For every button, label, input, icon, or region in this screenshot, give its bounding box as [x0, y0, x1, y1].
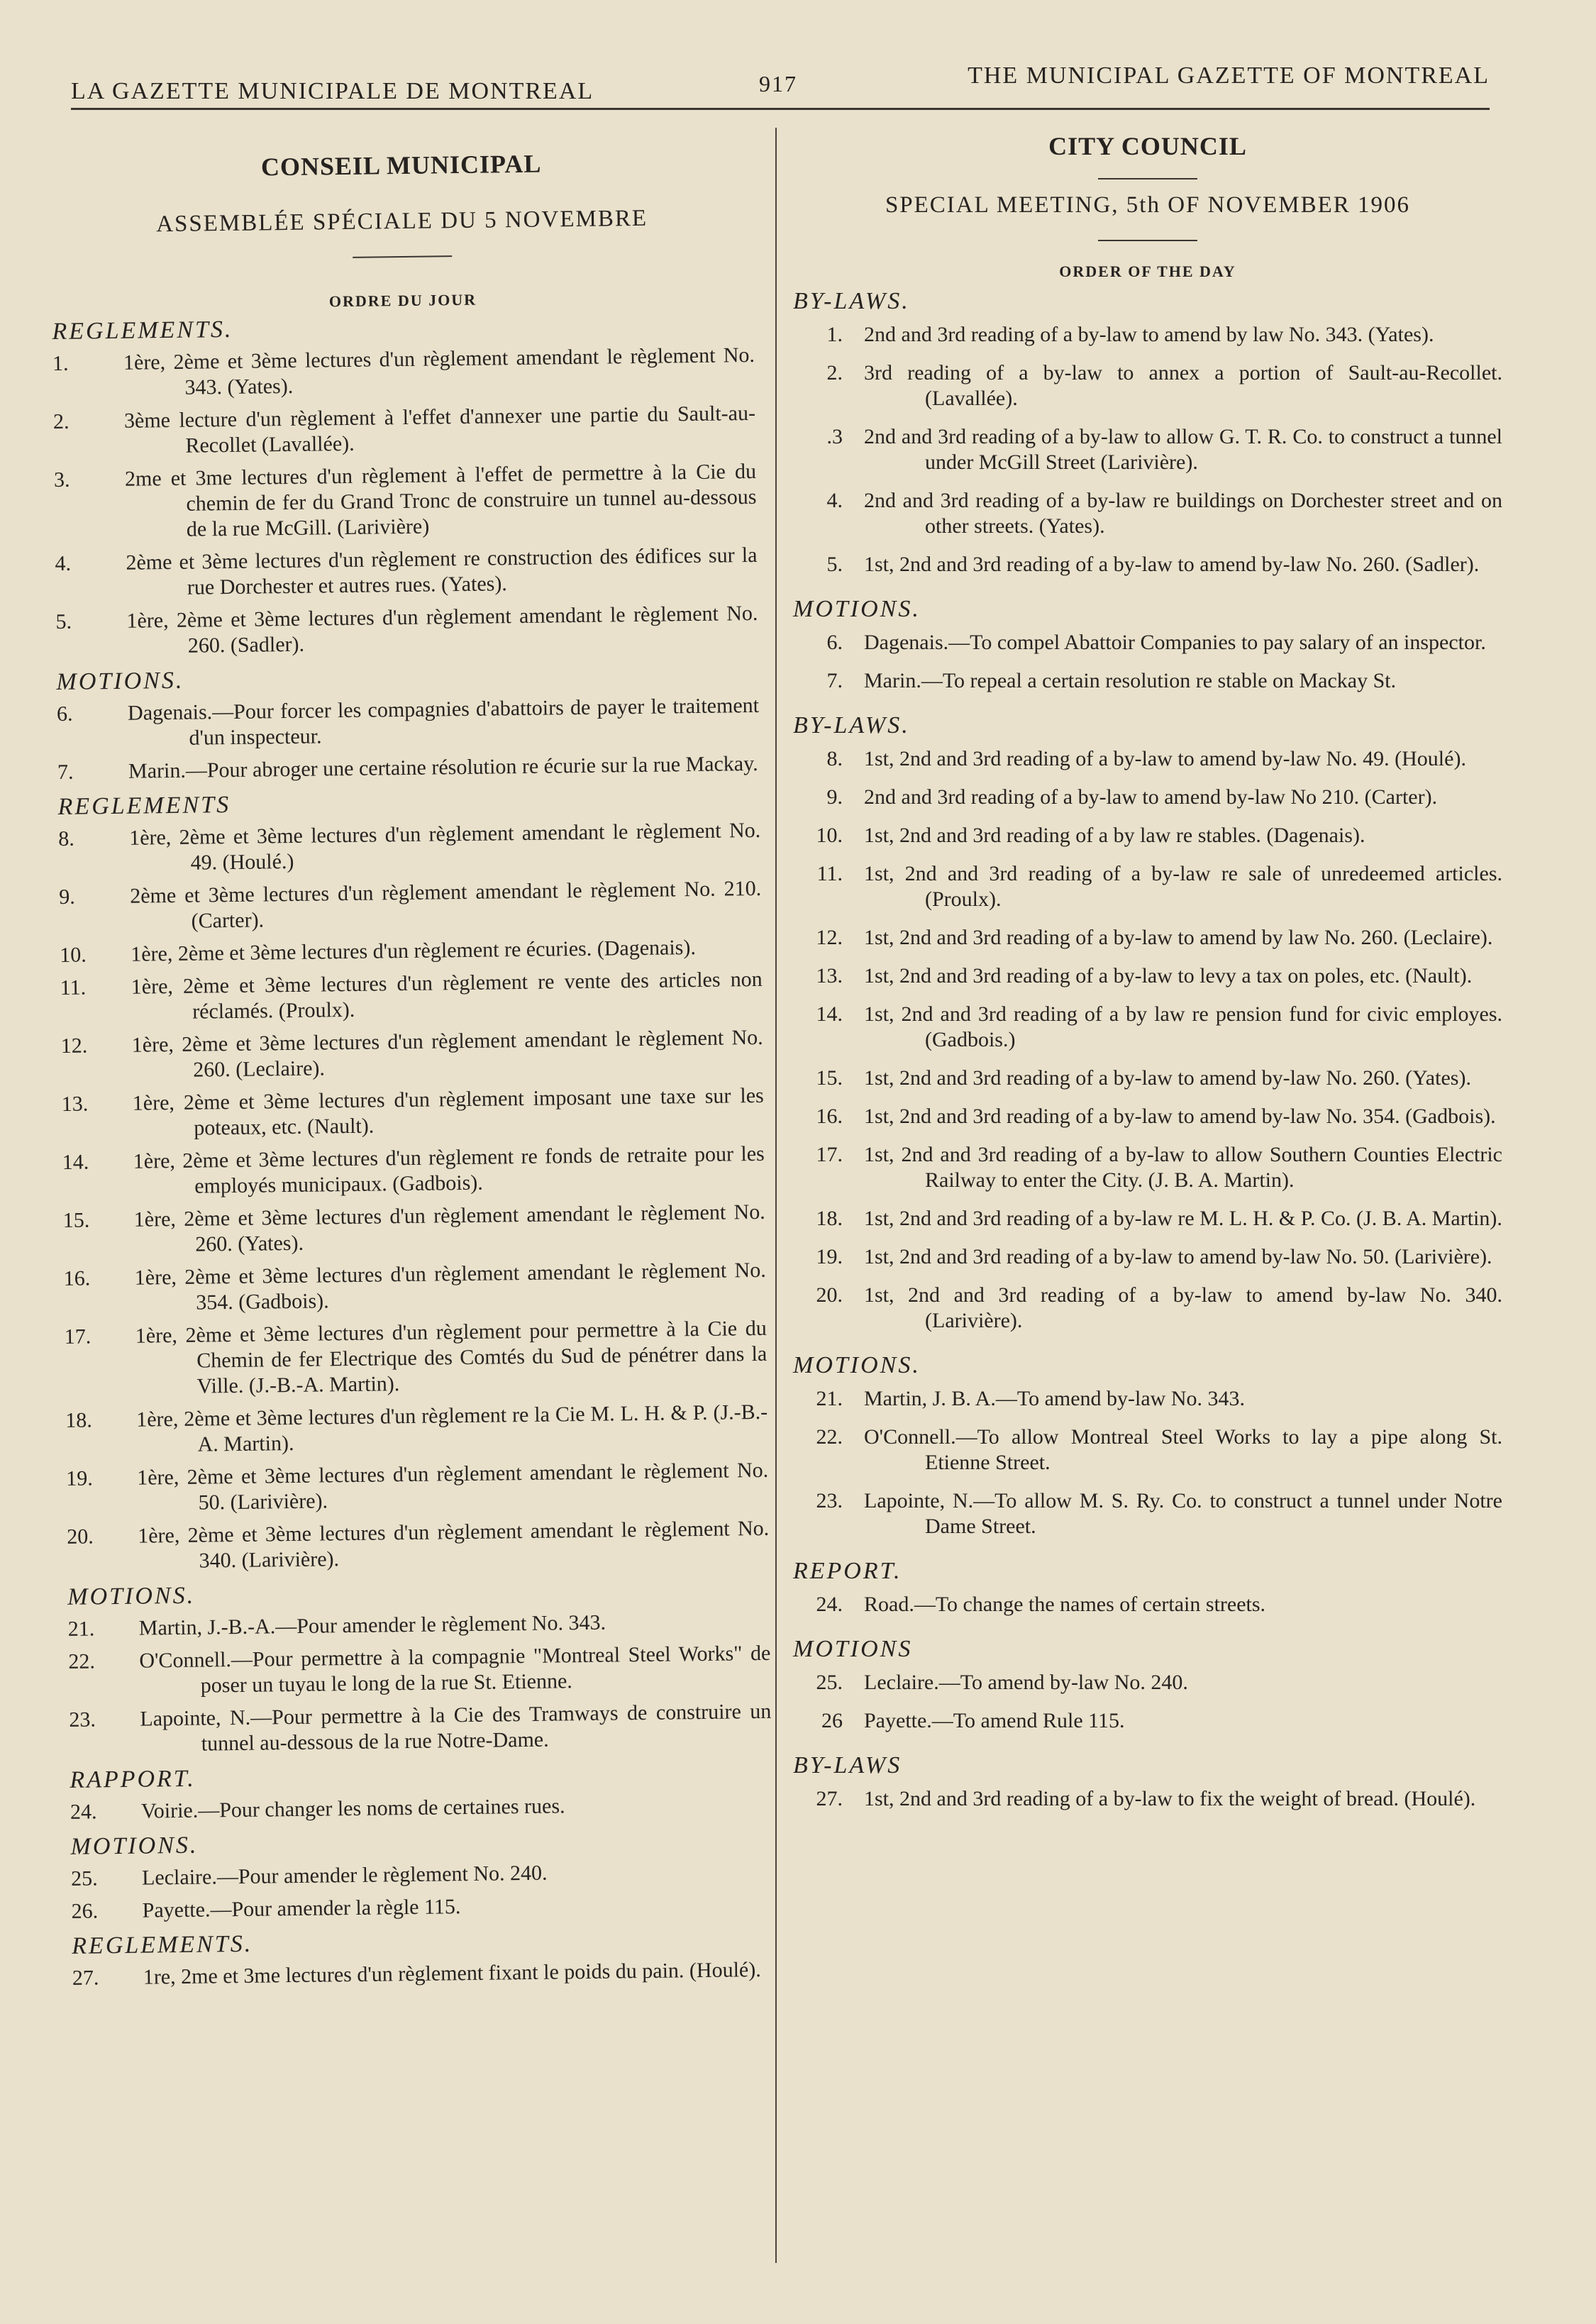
- agenda-list: [72, 1957, 775, 1991]
- item-number: 19.: [816, 1245, 843, 1268]
- agenda-item: [793, 322, 1502, 348]
- section-heading: MOTIONS.: [56, 667, 184, 695]
- agenda-list: [793, 1592, 1502, 1617]
- agenda-item: [793, 360, 1502, 411]
- item-text: 2nd and 3rd reading of a by-law to amend by law No. 343. (Yates).: [864, 323, 1434, 346]
- agenda-item: [57, 693, 760, 753]
- section-heading: REPORT.: [793, 1558, 902, 1584]
- column-divider: [775, 128, 777, 2263]
- item-text: 1ère, 2ème et 3ème lectures d'un règlement re vente des articles non réclamés. (Proulx).: [131, 967, 763, 1024]
- item-text: 2me et 3me lectures d'un règlement à l'effet de permettre à la Cie du chemin de fer du Grand Tronc de construire un tunnel au-dessous de la rue McGill. (Larivière): [124, 459, 757, 541]
- agenda-item: [793, 1142, 1502, 1193]
- item-number: 16.: [816, 1105, 843, 1128]
- item-number: 2.: [826, 361, 843, 384]
- agenda-item: [793, 861, 1502, 912]
- item-text: Dagenais.—To compel Abattoir Companies to pay salary of an inspector.: [864, 631, 1486, 654]
- item-text: Payette.—To amend Rule 115.: [864, 1709, 1125, 1732]
- english-title-rule-1: [1098, 178, 1197, 179]
- item-number: 4.: [55, 551, 72, 576]
- item-text: 1st, 2nd and 3rd reading of a by law re pension fund for civic employes. (Gadbois.): [864, 1002, 1502, 1051]
- item-number: 23.: [816, 1489, 843, 1512]
- item-number: 16.: [63, 1266, 91, 1290]
- french-sections: [52, 310, 775, 1991]
- agenda-list: [793, 630, 1502, 694]
- item-number: 11.: [60, 975, 87, 1000]
- item-text: Payette.—Pour amender la règle 115.: [142, 1895, 461, 1922]
- header-left-title: LA GAZETTE MUNICIPALE DE MONTREAL: [71, 78, 594, 104]
- item-text: 1ère, 2ème et 3ème lectures d'un règlement amendant le règlement No. 260. (Leclaire).: [131, 1025, 763, 1082]
- item-text: 2ème et 3ème lectures d'un règlement re construction des édifices sur la rue Dorchester et autres rues. (Yates).: [126, 543, 758, 599]
- item-text: 2ème et 3ème lectures d'un règlement amendant le règlement No. 210. (Carter).: [130, 876, 762, 933]
- section-heading: RAPPORT.: [70, 1765, 196, 1793]
- item-text: 3ème lecture d'un règlement à l'effet d'annexer une partie du Sault-au-Recollet (Lavallée).: [123, 401, 756, 458]
- item-text: 1st, 2nd and 3rd reading of a by-law re sale of unredeemed articles. (Proulx).: [864, 862, 1502, 911]
- section-heading: MOTIONS.: [67, 1582, 196, 1610]
- item-number: 9.: [59, 885, 75, 909]
- item-number: 9.: [826, 785, 843, 809]
- agenda-item: [793, 925, 1502, 951]
- item-number: 17.: [64, 1324, 92, 1349]
- item-text: Dagenais.—Pour forcer les compagnies d'abattoirs de payer le traitement d'un inspecteur.: [127, 693, 760, 750]
- agenda-item: [58, 818, 761, 878]
- agenda-item: [793, 963, 1502, 989]
- item-number: 5.: [826, 553, 843, 576]
- item-number: 17.: [816, 1143, 843, 1166]
- item-text: 1st, 2nd and 3rd reading of a by-law re M. L. H. & P. Co. (J. B. A. Martin).: [864, 1207, 1502, 1230]
- item-text: 1ère, 2ème et 3ème lectures d'un règlement pour permettre à la Cie du Chemin de fer Electrique des Comtés du Sud de pénétrer dans la Ville. (J.-B.-A. Martin).: [135, 1316, 767, 1398]
- item-number: 22.: [68, 1649, 96, 1673]
- agenda-list: [71, 1858, 774, 1925]
- item-text: Martin, J. B. A.—To amend by-law No. 343.: [864, 1387, 1246, 1410]
- item-text: 1re, 2me et 3me lectures d'un règlement fixant le poids du pain. (Houlé).: [143, 1957, 761, 1989]
- agenda-item: [66, 1458, 769, 1517]
- item-number: 21.: [816, 1387, 843, 1410]
- item-text: O'Connell.—To allow Montreal Steel Works to lay a pipe along St. Etienne Street.: [864, 1425, 1502, 1474]
- item-number: 14.: [816, 1002, 843, 1026]
- agenda-item: [68, 1608, 770, 1642]
- item-number: 22.: [816, 1425, 843, 1449]
- agenda-list: [58, 818, 770, 1576]
- item-number: 8.: [58, 826, 74, 851]
- english-title: CITY COUNCIL: [1048, 132, 1247, 160]
- item-number: 11.: [816, 862, 843, 885]
- agenda-item: [793, 785, 1502, 810]
- item-text: 2nd and 3rd reading of a by-law to allow G. T. R. Co. to construct a tunnel under McGill Street (Larivière).: [864, 425, 1502, 474]
- item-text: 1st, 2nd and 3rd reading of a by-law to amend by law No. 260. (Leclaire).: [864, 926, 1493, 949]
- item-text: 1st, 2nd and 3rd reading of a by-law to fix the weight of bread. (Houlé).: [864, 1787, 1476, 1810]
- agenda-item: [793, 1670, 1502, 1695]
- item-number: 19.: [66, 1466, 93, 1490]
- item-number: 10.: [60, 943, 87, 967]
- item-number: 13.: [61, 1092, 89, 1116]
- agenda-item: [59, 876, 762, 936]
- agenda-item: [62, 1141, 765, 1201]
- english-title-rule-2: [1098, 240, 1197, 241]
- item-text: 1st, 2nd and 3rd reading of a by-law to amend by-law No. 50. (Larivière).: [864, 1245, 1492, 1268]
- agenda-item: [793, 488, 1502, 539]
- agenda-list: [793, 1670, 1502, 1734]
- item-number: 7.: [57, 760, 74, 784]
- french-subtitle: ASSEMBLÉE SPÉCIALE DU 5 NOVEMBRE: [155, 205, 648, 238]
- agenda-item: [61, 1025, 764, 1085]
- item-text: Lapointe, N.—Pour permettre à la Cie des Tramways de construire un tunnel au-dessous de la rue Notre-Dame.: [140, 1699, 772, 1756]
- item-text: Marin.—Pour abroger une certaine résolution re écurie sur la rue Mackay.: [128, 751, 758, 783]
- item-number: 24.: [70, 1800, 97, 1824]
- agenda-item: [53, 401, 756, 460]
- item-number: 23.: [69, 1708, 96, 1732]
- agenda-list: [793, 1386, 1502, 1539]
- section-heading: REGLEMENTS.: [52, 316, 233, 345]
- agenda-item: [793, 1283, 1502, 1334]
- agenda-item: [52, 343, 755, 402]
- section-heading: MOTIONS: [793, 1636, 913, 1662]
- item-number: 6.: [56, 702, 73, 726]
- item-text: Martin, J.-B.-A.—Pour amender le règlement No. 343.: [138, 1610, 606, 1640]
- agenda-item: [793, 1708, 1502, 1734]
- agenda-list: [793, 1786, 1502, 1812]
- item-number: .3: [826, 425, 843, 448]
- item-text: 1ère, 2ème et 3ème lectures d'un règlement amendant le règlement No. 50. (Larivière).: [137, 1458, 769, 1515]
- item-text: 1ère, 2ème et 3ème lectures d'un règlement amendant le règlement No. 49. (Houlé.): [129, 818, 761, 875]
- item-number: 26: [821, 1709, 843, 1732]
- item-text: Lapointe, N.—To allow M. S. Ry. Co. to construct a tunnel under Notre Dame Street.: [864, 1489, 1502, 1538]
- section-heading: BY-LAWS.: [793, 712, 910, 738]
- section-heading: REGLEMENTS: [57, 792, 231, 820]
- item-text: Leclaire.—To amend by-law No. 240.: [864, 1671, 1188, 1694]
- item-text: O'Connell.—Pour permettre à la compagnie "Montreal Steel Works" de poser un tuyau le long de la rue St. Etienne.: [139, 1641, 771, 1698]
- item-number: 18.: [65, 1408, 92, 1432]
- item-number: 15.: [62, 1208, 90, 1232]
- item-text: 2nd and 3rd reading of a by-law to amend by-law No 210. (Carter).: [864, 785, 1438, 809]
- item-number: 3.: [53, 467, 70, 492]
- agenda-item: [793, 1488, 1502, 1539]
- agenda-item: [793, 1244, 1502, 1270]
- item-text: 1ère, 2ème et 3ème lectures d'un règlement amendant le règlement No. 260. (Sadler).: [126, 601, 758, 658]
- item-number: 8.: [826, 747, 843, 770]
- agenda-item: [71, 1891, 773, 1925]
- item-text: 1st, 2nd and 3rd reading of a by-law to amend by-law No. 354. (Gadbois).: [864, 1105, 1496, 1128]
- agenda-item: [793, 1206, 1502, 1232]
- item-text: 2nd and 3rd reading of a by-law re buildings on Dorchester street and on other streets. (Yates).: [864, 489, 1502, 538]
- item-number: 12.: [816, 926, 843, 949]
- section-heading: REGLEMENTS.: [72, 1930, 253, 1959]
- agenda-item: [57, 751, 760, 785]
- item-number: 20.: [816, 1283, 843, 1307]
- agenda-item: [793, 1592, 1502, 1617]
- item-number: 1.: [52, 351, 69, 376]
- agenda-item: [55, 543, 758, 602]
- french-column: [50, 123, 775, 1998]
- item-number: 25.: [70, 1866, 98, 1891]
- agenda-list: [70, 1791, 772, 1825]
- item-number: 27.: [816, 1787, 843, 1810]
- item-text: 1ère, 2ème et 3ème lectures d'un règlement imposant une taxe sur les poteaux, etc. (Nault).: [132, 1083, 764, 1140]
- agenda-item: [62, 1083, 765, 1143]
- agenda-item: [67, 1516, 770, 1576]
- agenda-item: [793, 1104, 1502, 1129]
- item-number: 14.: [62, 1150, 89, 1174]
- item-number: 5.: [55, 609, 72, 633]
- item-number: 7.: [826, 669, 843, 692]
- english-order-heading: ORDER OF THE DAY: [1059, 262, 1236, 280]
- agenda-list: [57, 693, 760, 785]
- item-number: 6.: [826, 631, 843, 654]
- item-text: Marin.—To repeal a certain resolution re stable on Mackay St.: [864, 669, 1397, 692]
- french-title-rule: [353, 255, 452, 258]
- item-text: 1st, 2nd and 3rd reading of a by-law to amend by-law No. 260. (Yates).: [864, 1066, 1471, 1090]
- section-heading: MOTIONS.: [793, 1352, 921, 1378]
- agenda-item: [60, 967, 763, 1027]
- agenda-item: [793, 1066, 1502, 1091]
- item-number: 26.: [71, 1899, 99, 1923]
- agenda-item: [793, 552, 1502, 577]
- item-number: 21.: [67, 1617, 95, 1641]
- agenda-item: [793, 630, 1502, 655]
- section-heading: BY-LAWS: [793, 1752, 902, 1778]
- english-sections: [793, 288, 1502, 1812]
- agenda-item: [68, 1641, 771, 1700]
- agenda-item: [70, 1791, 772, 1825]
- item-text: 1st, 2nd and 3rd reading of a by-law to levy a tax on poles, etc. (Nault).: [864, 964, 1473, 987]
- agenda-list: [68, 1608, 772, 1759]
- item-text: 1ère, 2ème et 3ème lectures d'un règlement re la Cie M. L. H. & P. (J.-B.-A. Martin).: [136, 1400, 768, 1456]
- item-text: 1ère, 2ème et 3ème lectures d'un règlement amendant le règlement No. 354. (Gadbois).: [134, 1258, 766, 1315]
- header-rule: [71, 108, 1490, 110]
- agenda-item: [793, 1424, 1502, 1476]
- item-text: 1st, 2nd and 3rd reading of a by-law to allow Southern Counties Electric Railway to enter the City. (J. B. A. Martin).: [864, 1143, 1502, 1192]
- item-number: 12.: [60, 1034, 88, 1058]
- item-number: 24.: [816, 1593, 843, 1616]
- header-right-title: THE MUNICIPAL GAZETTE OF MONTREAL: [968, 62, 1490, 89]
- item-number: 25.: [816, 1671, 843, 1694]
- french-title: CONSEIL MUNICIPAL: [260, 149, 542, 182]
- agenda-item: [65, 1400, 768, 1459]
- item-text: 3rd reading of a by-law to annex a portion of Sault-au-Recollet. (Lavallée).: [864, 361, 1502, 410]
- item-text: Road.—To change the names of certain streets.: [864, 1593, 1266, 1616]
- agenda-item: [55, 601, 758, 660]
- section-heading: MOTIONS.: [70, 1832, 199, 1860]
- item-text: 1ère, 2ème et 3ème lectures d'un règlement amendant le règlement No. 343. (Yates).: [123, 343, 755, 399]
- item-number: 15.: [816, 1066, 843, 1090]
- english-subtitle: SPECIAL MEETING, 5th OF NOVEMBER 1906: [885, 192, 1411, 218]
- agenda-list: [793, 746, 1502, 1334]
- item-text: Leclaire.—Pour amender le règlement No. 240.: [141, 1861, 548, 1890]
- page-header: [71, 62, 1490, 112]
- item-text: 1ère, 2ème et 3ème lectures d'un règlement amendant le règlement No. 340. (Larivière).: [138, 1516, 770, 1573]
- item-text: 1st, 2nd and 3rd reading of a by-law to amend by-law No. 49. (Houlé).: [864, 747, 1466, 770]
- agenda-item: [71, 1858, 773, 1892]
- agenda-item: [793, 1786, 1502, 1812]
- item-text: 1ère, 2ème et 3ème lectures d'un règlement amendant le règlement No. 260. (Yates).: [133, 1200, 765, 1256]
- agenda-list: [793, 322, 1502, 577]
- item-text: 1ère, 2ème et 3ème lectures d'un règlement re écuries. (Dagenais).: [131, 936, 697, 966]
- agenda-item: [72, 1957, 775, 1991]
- agenda-item: [793, 424, 1502, 475]
- french-order-heading: ORDRE DU JOUR: [328, 290, 477, 311]
- section-heading: MOTIONS.: [793, 596, 921, 622]
- item-text: 1st, 2nd and 3rd reading of a by-law to amend by-law No. 340. (Larivière).: [864, 1283, 1502, 1332]
- agenda-item: [69, 1699, 772, 1759]
- agenda-item: [65, 1316, 767, 1401]
- item-number: 13.: [816, 964, 843, 987]
- item-number: 18.: [816, 1207, 843, 1230]
- item-number: 2.: [52, 409, 70, 434]
- agenda-item: [793, 668, 1502, 694]
- page-number: 917: [759, 71, 797, 96]
- agenda-list: [52, 343, 758, 660]
- item-text: 1st, 2nd and 3rd reading of a by law re stables. (Dagenais).: [864, 824, 1365, 847]
- item-number: 20.: [67, 1525, 94, 1549]
- item-number: 4.: [826, 489, 843, 512]
- english-column: [793, 128, 1502, 1825]
- agenda-item: [793, 823, 1502, 848]
- item-text: 1st, 2nd and 3rd reading of a by-law to amend by-law No. 260. (Sadler).: [864, 553, 1480, 576]
- item-text: 1ère, 2ème et 3ème lectures d'un règlement re fonds de retraite pour les employés municipaux. (Gadbois).: [133, 1141, 765, 1198]
- item-number: 27.: [72, 1966, 99, 1990]
- agenda-item: [793, 746, 1502, 772]
- section-heading: BY-LAWS.: [793, 288, 910, 314]
- agenda-item: [793, 1002, 1502, 1053]
- agenda-item: [54, 459, 757, 544]
- item-text: Voirie.—Pour changer les noms de certaines rues.: [140, 1794, 565, 1823]
- agenda-item: [64, 1258, 767, 1317]
- agenda-item: [63, 1200, 766, 1259]
- agenda-item: [793, 1386, 1502, 1412]
- agenda-item: [60, 934, 762, 968]
- item-number: 10.: [816, 824, 843, 847]
- item-number: 1.: [826, 323, 843, 346]
